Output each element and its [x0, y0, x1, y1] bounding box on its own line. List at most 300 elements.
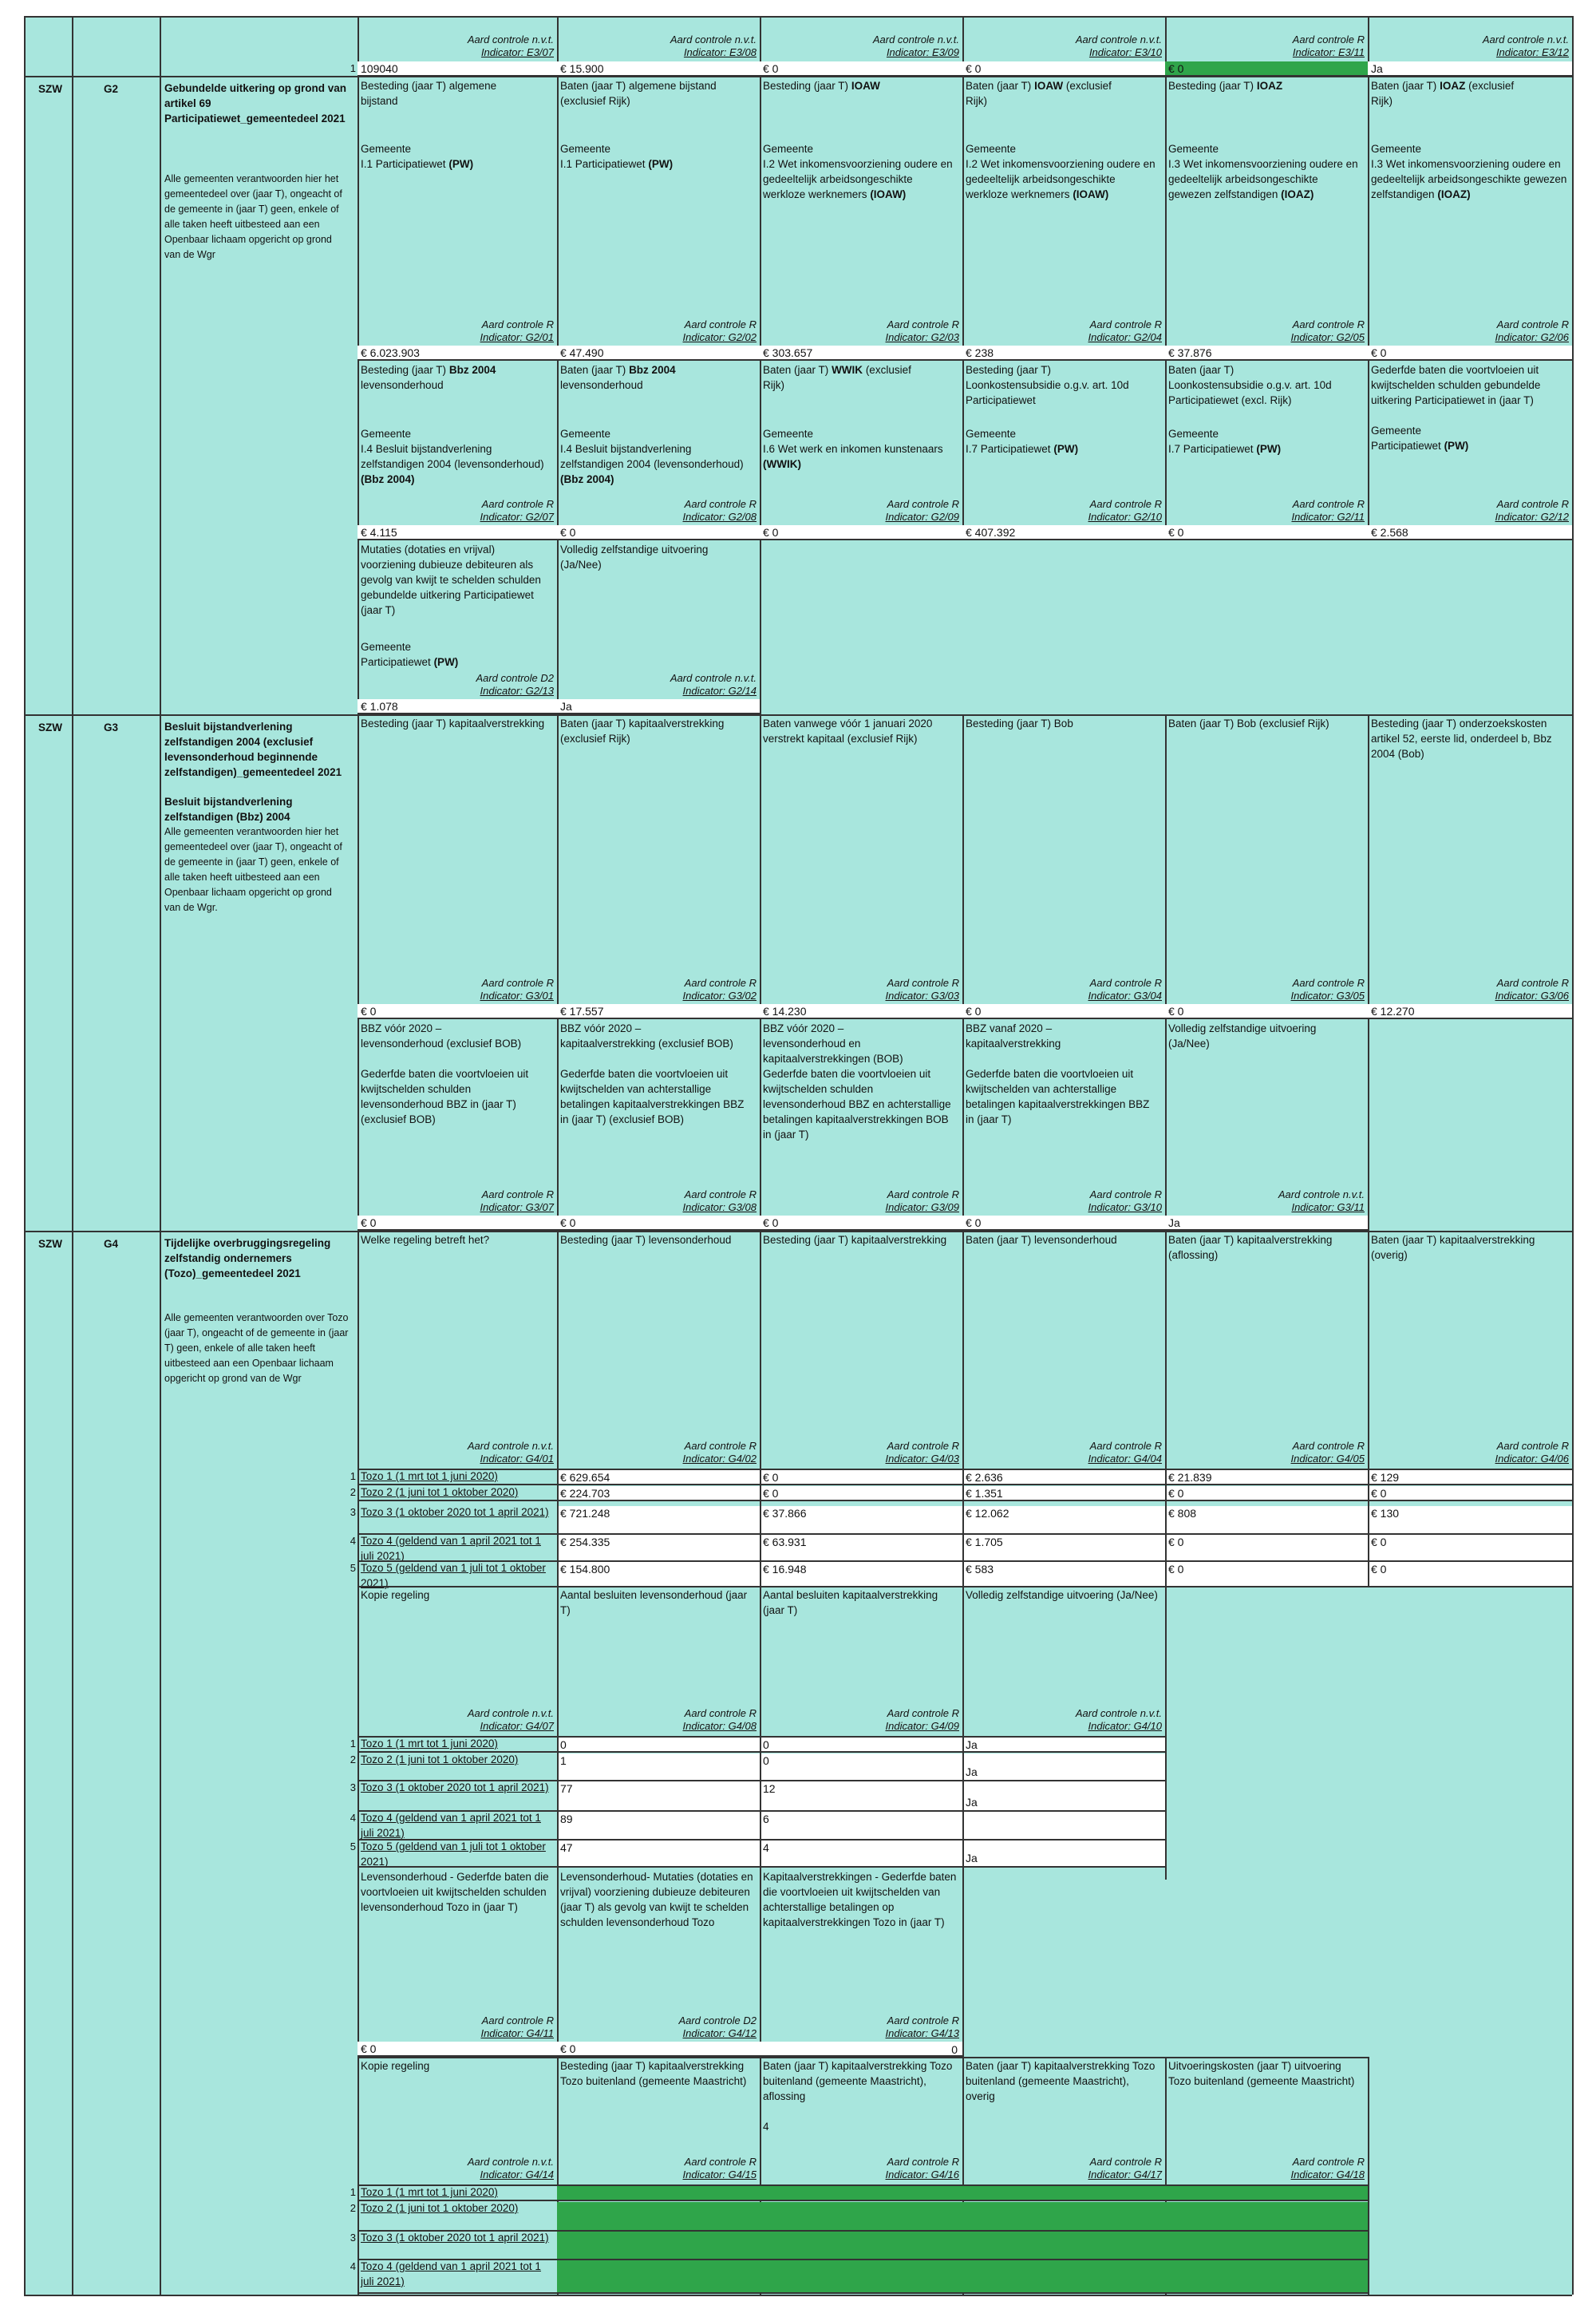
label-text: Baten (jaar T): [1371, 80, 1437, 92]
indicator-label: Indicator: G3/10: [1088, 1201, 1162, 1213]
grid-line-v: [160, 16, 161, 2295]
value-field[interactable]: [1368, 346, 1572, 359]
indicator-label: Indicator: G4/05: [1290, 1453, 1365, 1465]
section-code: G4: [104, 1238, 119, 1250]
row-number: 2: [350, 1753, 356, 1765]
row-number: 1: [350, 1470, 356, 1482]
control-type-label: Aard controle R: [1089, 1188, 1162, 1200]
value-text: Ja: [1168, 1216, 1180, 1229]
indicator-label: Indicator: G4/03: [885, 1453, 959, 1465]
value-text: € 0: [763, 1216, 779, 1229]
grid-line-v: [962, 1469, 964, 1586]
control-type-label: Aard controle R: [1292, 977, 1365, 989]
value-field[interactable]: [760, 2042, 962, 2055]
regulation-abbr: (PW): [1256, 443, 1282, 455]
value-underline: [1368, 1586, 1572, 1587]
cell-label: BBZ vóór 2020 –: [763, 1022, 844, 1034]
value-text: € 0: [1371, 1536, 1387, 1548]
value-field[interactable]: [760, 1840, 962, 1866]
row-line: [358, 1866, 557, 1868]
indicator-label: Indicator: G2/10: [1088, 511, 1162, 523]
value-field-highlight[interactable]: [1165, 2202, 1368, 2230]
value-field[interactable]: [358, 1004, 557, 1018]
row-number: 3: [350, 1781, 356, 1793]
cell-label: BBZ vanaf 2020 –: [966, 1022, 1053, 1034]
value-field-highlight[interactable]: [962, 2260, 1165, 2292]
cell-label: levensonderhoud (exclusief BOB): [361, 1038, 522, 1050]
regulation-abbr: (IOAZ): [1437, 188, 1471, 200]
grid-line-v: [760, 1868, 761, 2057]
cell-label: Baten (jaar T) kapitaalverstrekking (exclusief Rijk): [560, 718, 725, 745]
regulation-cell: Tozo 3 (1 oktober 2020 tot 1 april 2021): [361, 1781, 549, 1793]
indicator-label: Indicator: G2/07: [480, 511, 554, 523]
regulation-cell: Tozo 1 (1 mrt tot 1 juni 2020): [361, 1470, 498, 1482]
value-underline: [1368, 1500, 1572, 1501]
indicator-label: Indicator: G4/10: [1088, 1720, 1162, 1732]
control-type-label: Aard controle D2: [678, 2014, 757, 2026]
grid-line-v: [358, 361, 359, 540]
grid-line-v: [358, 1231, 359, 1469]
value-field-highlight[interactable]: [760, 2186, 962, 2200]
grid-line-v: [1165, 1469, 1167, 1586]
value-text: Ja: [560, 700, 572, 713]
label-text: Gederfde baten die voortvloeien uit kwijtschelden schulden gebundelde uitkering Participatiewet in (jaar T): [1371, 364, 1541, 406]
control-type-label: Aard controle R: [1496, 498, 1569, 510]
value-field[interactable]: [1165, 1004, 1368, 1018]
row-number: 4: [350, 1812, 356, 1824]
regulation-name: I.7 Participatiewet: [966, 443, 1051, 455]
indicator-label: Indicator: G3/08: [682, 1201, 757, 1213]
municipality-label: Gemeente: [763, 143, 814, 155]
regulation-cell: Tozo 4 (geldend van 1 april 2021 tot 1 juli 2021): [361, 1535, 541, 1562]
indicator-label: Indicator: G3/07: [480, 1201, 554, 1213]
value-text: € 17.557: [560, 1005, 604, 1018]
value-field-highlight[interactable]: [962, 2232, 1165, 2259]
value-text: € 0: [966, 1005, 982, 1018]
value-field[interactable]: [760, 1753, 962, 1780]
value-field[interactable]: [1368, 1562, 1572, 1586]
value-field[interactable]: [962, 1812, 1165, 1839]
label-text: (exclusief Rijk): [560, 94, 630, 107]
value-underline: [1165, 1500, 1368, 1501]
grid-line-v: [1572, 16, 1574, 76]
column-header: Kopie regeling: [361, 2060, 430, 2072]
regulation-cell: Tozo 1 (1 mrt tot 1 juni 2020): [361, 1738, 498, 1750]
value-text: 109040: [361, 62, 398, 75]
value-text: 77: [560, 1782, 573, 1795]
regulation-name: I.3 Wet inkomensvoorziening oudere en gedeeltelijk arbeidsongeschikte gewezen zelfstandigen: [1168, 158, 1358, 200]
value-field[interactable]: [760, 525, 962, 539]
cell-label: [361, 79, 552, 109]
grid-line-v: [760, 361, 761, 540]
value-field[interactable]: [1165, 1216, 1368, 1229]
label-bold: Bbz 2004: [629, 364, 676, 376]
indicator-label: Indicator: G2/04: [1088, 331, 1162, 343]
value-field[interactable]: [760, 1470, 962, 1484]
value-field[interactable]: [1165, 1562, 1368, 1586]
value-text: 0: [763, 1738, 769, 1751]
value-underline: [358, 1018, 557, 1019]
cell-label: Volledig zelfstandige uitvoering (Ja/Nee): [560, 544, 709, 571]
value-underline: [962, 2292, 1165, 2294]
value-field[interactable]: [760, 61, 962, 75]
value-field[interactable]: [557, 699, 760, 713]
label-bold: WWIK: [832, 364, 863, 376]
value-underline: [557, 1751, 760, 1753]
value-text: € 303.657: [763, 346, 813, 359]
label-text: Rijk): [763, 379, 784, 391]
value-text: € 12.062: [966, 1507, 1009, 1520]
label-text: Baten (jaar T): [966, 80, 1032, 92]
control-type-label: Aard controle R: [887, 1440, 959, 1452]
row-number: 3: [350, 2232, 356, 2244]
regulation-abbr: (PW): [448, 158, 474, 170]
value-field[interactable]: [358, 1216, 557, 1229]
label-text: Baten (jaar T): [1168, 364, 1235, 376]
value-field-highlight[interactable]: [1165, 2186, 1368, 2200]
cell-label: Baten (jaar T) Bob (exclusief Rijk): [1168, 718, 1329, 729]
value-text: Ja: [966, 1796, 978, 1809]
value-field[interactable]: [962, 1216, 1165, 1229]
regulation-text: [560, 156, 755, 172]
control-type-label: Aard controle R: [1292, 1440, 1365, 1452]
indicator-label: Indicator: G4/12: [682, 2027, 757, 2039]
control-type-label: Aard controle R: [1089, 977, 1162, 989]
indicator-label: Indicator: G2/02: [682, 331, 757, 343]
regulation-text: [1371, 438, 1567, 453]
grid-line-v: [358, 76, 359, 361]
indicator-label: Indicator: G3/04: [1088, 990, 1162, 1002]
indicator-label: Indicator: G4/09: [885, 1720, 959, 1732]
control-type-label: Aard controle R: [887, 1188, 959, 1200]
row-number: 1: [350, 1738, 356, 1750]
grid-line-v: [1165, 1231, 1167, 1469]
section-title: Tijdelijke overbruggingsregeling zelfstandig ondernemers (Tozo)_gemeentedeel 2021: [164, 1237, 331, 1279]
control-type-label: Aard controle R: [1089, 1440, 1162, 1452]
value-field[interactable]: [760, 1216, 962, 1229]
value-underline: [760, 359, 962, 361]
value-field[interactable]: [1165, 525, 1368, 539]
value-field-highlight[interactable]: [1165, 2260, 1368, 2292]
value-underline: [962, 1018, 1165, 1019]
control-type-label: Aard controle R: [1292, 318, 1365, 330]
column-header: Aantal besluiten levensonderhoud (jaar T): [560, 1589, 748, 1616]
cell-label: [361, 362, 552, 393]
value-field[interactable]: [557, 1216, 760, 1229]
value-field-highlight[interactable]: [1165, 2232, 1368, 2259]
control-type-label: Aard controle R: [1496, 977, 1569, 989]
value-text: € 0: [560, 1216, 576, 1229]
value-field[interactable]: [962, 1738, 1165, 1751]
control-type-label: Aard controle R: [481, 498, 554, 510]
cell-label: Besteding (jaar T) kapitaalverstrekking: [361, 718, 545, 729]
indicator-label: Indicator: G4/01: [480, 1453, 554, 1465]
value-field[interactable]: [1165, 1535, 1368, 1560]
regulation-name: I.4 Besluit bijstandverlening zelfstandigen 2004 (levensonderhoud): [361, 443, 544, 470]
regulation-text: [763, 441, 958, 472]
regulation-name: Participatiewet: [1371, 440, 1441, 452]
value-field[interactable]: [962, 1840, 1165, 1866]
control-type-label: Aard controle R: [481, 977, 554, 989]
regulation-cell: Tozo 2 (1 juni tot 1 oktober 2020): [361, 2202, 519, 2214]
value-field[interactable]: [962, 1781, 1165, 1810]
cell-label: Volledig zelfstandige uitvoering: [1168, 1022, 1317, 1034]
label-bold: Bbz 2004: [448, 364, 496, 376]
grid-line-v: [1165, 714, 1167, 1019]
column-header: Besteding (jaar T) levensonderhoud: [560, 1234, 732, 1246]
value-text: € 0: [763, 1471, 779, 1484]
control-type-label: Aard controle R: [887, 318, 959, 330]
department-label: SZW: [38, 722, 62, 733]
grid-line-v: [557, 1469, 559, 1586]
indicator-label: Indicator: E3/09: [886, 46, 959, 58]
regulation-abbr: (Bbz 2004): [361, 473, 415, 485]
grid-line-v: [962, 361, 964, 540]
grid-line-v: [962, 714, 964, 1019]
value-underline: [1165, 1586, 1368, 1587]
label-text: bijstand: [361, 94, 398, 107]
value-field-highlight[interactable]: [962, 2186, 1165, 2200]
indicator-label: Indicator: G4/16: [885, 2169, 959, 2181]
value-field[interactable]: [760, 1781, 962, 1810]
indicator-label: Indicator: G4/06: [1495, 1453, 1569, 1465]
control-type-label: Aard controle R: [1292, 2156, 1365, 2168]
section-description: Alle gemeenten verantwoorden hier het gemeentedeel over (jaar T), ongeacht of de gemeente in (jaar T) geen, enkele of alle taken heeft uitbesteed aan een Openbaar lichaam opgericht op grond van de Wgr.: [164, 826, 342, 913]
value-field[interactable]: [962, 1753, 1165, 1780]
value-field-highlight[interactable]: [557, 2232, 760, 2259]
value-text: € 63.931: [763, 1536, 807, 1548]
value-field[interactable]: [557, 1738, 760, 1751]
indicator-label: Indicator: G2/03: [885, 331, 959, 343]
value-underline: [962, 359, 1165, 361]
grid-line-v: [760, 540, 761, 714]
grid-line-v: [557, 1019, 559, 1231]
value-text: € 1.078: [361, 700, 398, 713]
grid-line-v: [557, 1868, 559, 2057]
column-header: Baten (jaar T) levensonderhoud: [966, 1234, 1117, 1246]
label-text: Rijk): [1371, 94, 1393, 107]
value-field[interactable]: [1165, 61, 1368, 75]
value-field[interactable]: [557, 1781, 760, 1810]
cell-description: Gederfde baten die voortvloeien uit kwijtschelden van achterstallige betalingen kapitaalverstrekkingen BBZ in (jaar T) (exclusief BOB): [560, 1068, 745, 1125]
regulation-name: I.3 Wet inkomensvoorziening oudere en gedeeltelijk arbeidsongeschikte gewezen zelfstandigen: [1371, 158, 1567, 200]
grid-line-v: [962, 76, 964, 361]
value-text: € 238: [966, 346, 994, 359]
cell-label: (Ja/Nee): [1168, 1038, 1210, 1050]
value-text: € 37.876: [1168, 346, 1212, 359]
label-text: Besteding (jaar T): [1168, 80, 1254, 92]
value-field[interactable]: [557, 1753, 760, 1780]
cell-description: Gederfde baten die voortvloeien uit kwijtschelden van achterstallige betalingen kapitaalverstrekkingen BBZ in (jaar T): [966, 1068, 1150, 1125]
label-text: Besteding (jaar T): [966, 364, 1052, 376]
grid-line-v: [760, 1586, 761, 1736]
value-field-highlight[interactable]: [962, 2202, 1165, 2230]
grid-line-v: [557, 1736, 559, 1866]
cell-label: [966, 79, 1160, 109]
row-number: 2: [350, 2202, 356, 2214]
value-text: € 0: [966, 62, 982, 75]
regulation-name: I.6 Wet werk en inkomen kunstenaars: [763, 443, 943, 455]
value-field[interactable]: [760, 1812, 962, 1839]
value-field[interactable]: [557, 1840, 760, 1866]
grid-line-v: [557, 714, 559, 1019]
indicator-label: Indicator: G3/01: [480, 990, 554, 1002]
value-text: € 14.230: [763, 1005, 807, 1018]
control-type-label: Aard controle R: [887, 2156, 959, 2168]
grid-line-v: [1165, 361, 1167, 540]
control-type-label: Aard controle R: [1496, 1440, 1569, 1452]
grid-line-v: [358, 1586, 359, 1736]
label-text: Baten (jaar T): [560, 364, 626, 376]
control-type-label: Aard controle n.v.t.: [1278, 1188, 1365, 1200]
value-field-highlight[interactable]: [760, 2260, 962, 2292]
value-underline: [1368, 1484, 1572, 1485]
cell-label: [560, 362, 755, 393]
section-code: G2: [104, 83, 119, 95]
grid-line-v: [358, 1469, 359, 1586]
value-text: € 2.568: [1371, 526, 1408, 539]
value-text: € 130: [1371, 1507, 1400, 1520]
value-field[interactable]: [358, 2042, 557, 2055]
value-text: € 0: [361, 1216, 377, 1229]
regulation-name: Participatiewet: [361, 656, 431, 668]
grid-line-v: [1165, 1019, 1167, 1231]
top-border: [24, 16, 1572, 18]
regulation-abbr: (IOAZ): [1281, 188, 1314, 200]
value-text: € 16.948: [763, 1563, 807, 1576]
cell-label: [966, 362, 1160, 408]
row-number: 5: [350, 1562, 356, 1574]
value-text: € 0: [560, 526, 576, 539]
value-underline: [557, 2292, 760, 2294]
value-underline: [358, 539, 557, 540]
control-type-label: Aard controle R: [887, 2014, 959, 2026]
value-text: € 0: [763, 526, 779, 539]
control-type-label: Aard controle n.v.t.: [1075, 34, 1162, 45]
indicator-label: Indicator: G3/05: [1290, 990, 1365, 1002]
value-text: € 15.900: [560, 62, 604, 75]
column-header: Baten (jaar T) kapitaalverstrekking Tozo buitenland (gemeente Maastricht), overig: [966, 2060, 1156, 2102]
regulation-cell: Tozo 3 (1 oktober 2020 tot 1 april 2021): [361, 1506, 549, 1518]
municipality-label: Gemeente: [361, 641, 412, 653]
value-underline: [760, 1018, 962, 1019]
column-header: Kapitaalverstrekkingen - Gederfde baten die voortvloeien uit kwijtschelden van achterstallige betalingen op kapitaalverstrekkingen Tozo in (jaar T): [763, 1871, 957, 1928]
regulation-cell: Tozo 2 (1 juni tot 1 oktober 2020): [361, 1486, 519, 1498]
value-text: € 154.800: [560, 1563, 610, 1576]
indicator-label: Indicator: G4/15: [682, 2169, 757, 2181]
value-text: € 0: [1371, 346, 1387, 359]
value-field[interactable]: [1368, 1486, 1572, 1500]
label-bold: IOAZ: [1256, 80, 1283, 92]
grid-line-v: [557, 540, 559, 714]
cell-label: levensonderhoud en kapitaalverstrekkingen (BOB): [763, 1038, 903, 1065]
value-field[interactable]: [557, 2042, 760, 2055]
cell-label: Besteding (jaar T) onderzoekskosten artikel 52, eerste lid, onderdeel b, Bbz 2004 (Bob): [1371, 718, 1552, 760]
value-text: € 21.839: [1168, 1471, 1212, 1484]
value-underline: [962, 1866, 1165, 1868]
indicator-label: Indicator: G4/07: [480, 1720, 554, 1732]
indicator-label: Indicator: G4/11: [480, 2027, 554, 2039]
regulation-cell: Tozo 1 (1 mrt tot 1 juni 2020): [361, 2186, 498, 2198]
value-field-highlight[interactable]: [557, 2202, 760, 2230]
value-underline: [962, 2200, 1165, 2201]
control-type-label: Aard controle R: [887, 1707, 959, 1719]
value-underline: [557, 359, 760, 361]
cell-label: BBZ vóór 2020 –: [361, 1022, 442, 1034]
value-text: € 0: [560, 2042, 576, 2055]
value-text: 6: [763, 1813, 769, 1825]
grid-line-v: [557, 1231, 559, 1469]
value-field[interactable]: [1165, 1486, 1368, 1500]
indicator-label: Indicator: E3/08: [683, 46, 757, 58]
indicator-label: Indicator: G2/13: [480, 685, 554, 697]
municipality-label: Gemeente: [361, 428, 412, 440]
indicator-label: Indicator: E3/11: [1292, 46, 1365, 58]
value-field[interactable]: [1368, 61, 1572, 75]
control-type-label: Aard controle R: [684, 1707, 757, 1719]
section-description: Alle gemeenten verantwoorden hier het gemeentedeel over (jaar T), ongeacht of de gemeente in (jaar T) geen, enkele of alle taken heeft uitbesteed aan een Openbaar lichaam opgericht op grond van de Wgr: [164, 173, 342, 260]
grid-line-v: [358, 540, 359, 714]
grid-line-v: [962, 1868, 964, 2057]
indicator-label: Indicator: G2/05: [1290, 331, 1365, 343]
value-field[interactable]: [557, 525, 760, 539]
indicator-label: Indicator: G2/08: [682, 511, 757, 523]
indicator-label: Indicator: G2/11: [1291, 511, 1365, 523]
value-field[interactable]: [962, 1004, 1165, 1018]
department-label: SZW: [38, 1238, 62, 1250]
value-text: € 224.703: [560, 1487, 610, 1500]
indicator-label: Indicator: G4/14: [480, 2169, 554, 2181]
grid-line-v: [962, 1019, 964, 1231]
grid-line-v: [760, 1469, 761, 1586]
column-header: Besteding (jaar T) kapitaalverstrekking Tozo buitenland (gemeente Maastricht): [560, 2060, 747, 2087]
regulation-abbr: (PW): [1053, 443, 1079, 455]
cell-label: [1371, 362, 1567, 408]
municipality-label: Gemeente: [1168, 428, 1219, 440]
grid-line-v: [760, 714, 761, 1019]
municipality-label: Gemeente: [966, 428, 1017, 440]
section-title: Gebundelde uitkering op grond van artikel 69 Participatiewet_gemeentedeel 2021: [164, 82, 347, 125]
value-field[interactable]: [760, 1738, 962, 1751]
regulation-cell: Tozo 5 (geldend van 1 juli tot 1 oktober 2021): [361, 1840, 546, 1868]
grid-line-v: [962, 1586, 964, 1736]
value-text: 47: [560, 1841, 573, 1854]
regulation-name: I.1 Participatiewet: [361, 158, 446, 170]
value-field-highlight[interactable]: [557, 2260, 760, 2292]
value-field-highlight[interactable]: [557, 2186, 760, 2200]
right-border: [1572, 16, 1574, 2295]
value-text: € 1.351: [966, 1487, 1003, 1500]
grid-line-v: [557, 1586, 559, 1736]
indicator-label: Indicator: G3/06: [1495, 990, 1569, 1002]
value-field-highlight[interactable]: [760, 2202, 962, 2230]
value-text: € 0: [763, 1487, 779, 1500]
cell-label: [1168, 362, 1363, 408]
value-text: € 407.392: [966, 526, 1016, 539]
row-number: 4: [350, 2260, 356, 2272]
value-field-highlight[interactable]: [760, 2232, 962, 2259]
indicator-label: Indicator: G2/14: [682, 685, 757, 697]
grid-line-v: [962, 1231, 964, 1469]
value-field[interactable]: [1368, 1535, 1572, 1560]
column-header: Volledig zelfstandige uitvoering (Ja/Nee): [966, 1589, 1158, 1601]
control-type-label: Aard controle n.v.t.: [872, 34, 959, 45]
cell-description: Gederfde baten die voortvloeien uit kwijtschelden schulden levensonderhoud BBZ in (jaar T) (exclusief BOB): [361, 1068, 529, 1125]
value-field[interactable]: [760, 1486, 962, 1500]
value-field[interactable]: [557, 1812, 760, 1839]
value-field[interactable]: [962, 61, 1165, 75]
row-line: [358, 1500, 557, 1501]
